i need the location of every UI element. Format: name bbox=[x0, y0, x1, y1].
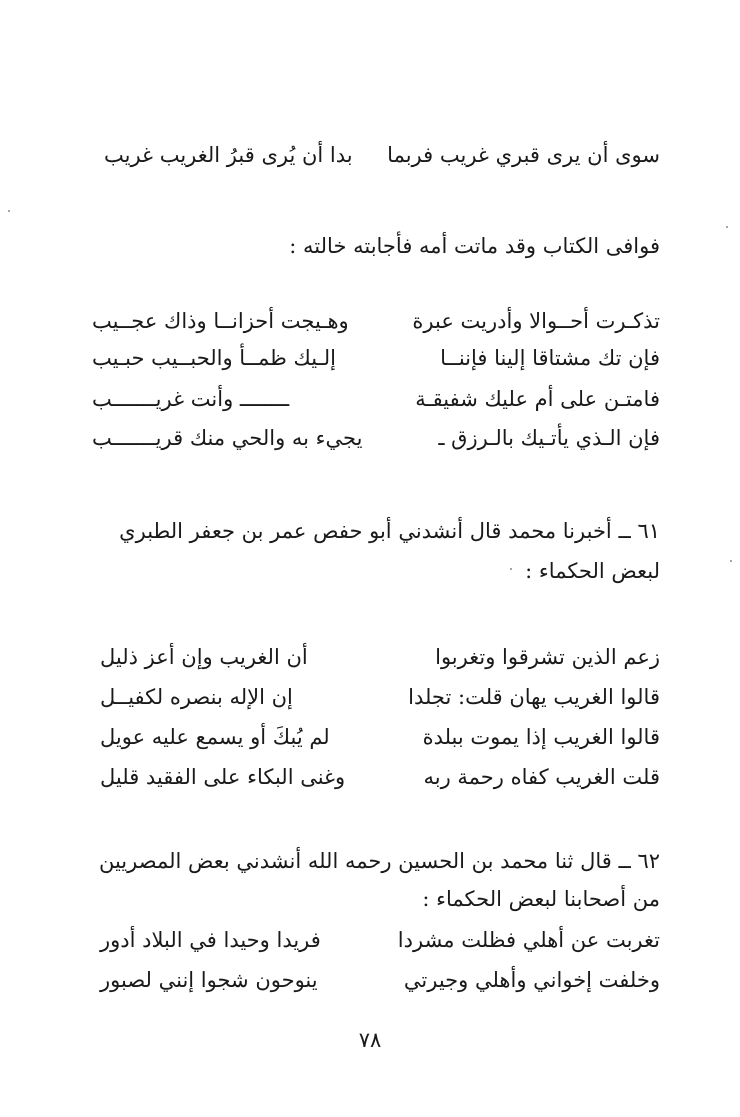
paragraph-62-line-2: من أصحابنا لبعض الحكماء : bbox=[422, 887, 660, 911]
verse-hemistich-left: بدا أن يُرى قبرُ الغريب غريب bbox=[104, 143, 353, 167]
poem-3-verse-2-left: ينوحون شجوا إنني لصبور bbox=[100, 968, 318, 992]
paragraph-61-line-1: ٦١ ــ أخبرنا محمد قال أنشدني أبو حفص عمر بن جعفر الطبري bbox=[119, 519, 660, 543]
poem-1-verse-4-left: يجيء به والحي منك قريـــــــب bbox=[92, 426, 363, 450]
poem-1-verse-3-right: فامتـن على أم عليك شفيقـة bbox=[415, 387, 660, 411]
page-number: ٧٨ bbox=[358, 1028, 382, 1052]
poem-2-verse-3-left: لم يُبكَ أو يسمع عليه عويل bbox=[100, 725, 330, 749]
poem-1-verse-2-right: فإن تك مشتاقا إلينا فإننــا bbox=[440, 346, 660, 370]
poem-2-verse-1-right: زعم الذين تشرقوا وتغربوا bbox=[435, 645, 660, 669]
poem-2-verse-1-left: أن الغريب وإن أعز ذليل bbox=[100, 645, 308, 669]
poem-2-verse-4-left: وغنى البكاء على الفقيد قليل bbox=[100, 765, 346, 789]
poem-3-verse-2-right: وخلفت إخواني وأهلي وجيرتي bbox=[403, 968, 660, 992]
poem-1-verse-2-left: إلـيك ظمــأ والحبــيب حبـيب bbox=[92, 346, 336, 370]
poem-2-verse-2-right: قالوا الغريب يهان قلت: تجلدا bbox=[408, 685, 660, 709]
poem-1-verse-3-left: ــــــــ وأنت غريـــــــب bbox=[92, 387, 290, 411]
paragraph-61-line-2: لبعض الحكماء : bbox=[525, 559, 660, 583]
poem-1-verse-1-left: وهـيجت أحزانــا وذاك عجــيب bbox=[92, 309, 349, 333]
poem-1-verse-1-right: تذكـرت أحــوالا وأدريت عبرة bbox=[412, 309, 660, 333]
scan-speck bbox=[8, 210, 10, 212]
verse-hemistich-right: سوى أن يرى قبري غريب فربما bbox=[387, 143, 660, 167]
scan-speck bbox=[726, 226, 728, 228]
scan-speck bbox=[510, 568, 512, 570]
poem-3-verse-1-right: تغربت عن أهلي فظلت مشردا bbox=[397, 928, 660, 952]
paragraph-62-line-1: ٦٢ ــ قال ثنا محمد بن الحسين رحمه الله أنشدني بعض المصريين bbox=[98, 849, 660, 873]
poem-2-verse-3-right: قالوا الغريب إذا يموت ببلدة bbox=[422, 725, 660, 749]
poem-3-verse-1-left: فريدا وحيدا في البلاد أدور bbox=[100, 928, 321, 952]
poem-2-verse-2-left: إن الإله بنصره لكفيــل bbox=[100, 685, 293, 709]
poem-2-verse-4-right: قلت الغريب كفاه رحمة ربه bbox=[423, 765, 660, 789]
intro-line: فوافى الكتاب وقد ماتت أمه فأجابته خالته : bbox=[289, 234, 660, 258]
poem-1-verse-4-right: فإن الـذي يأتـيك بالـرزق ـ bbox=[438, 426, 660, 450]
scan-speck bbox=[730, 560, 732, 562]
